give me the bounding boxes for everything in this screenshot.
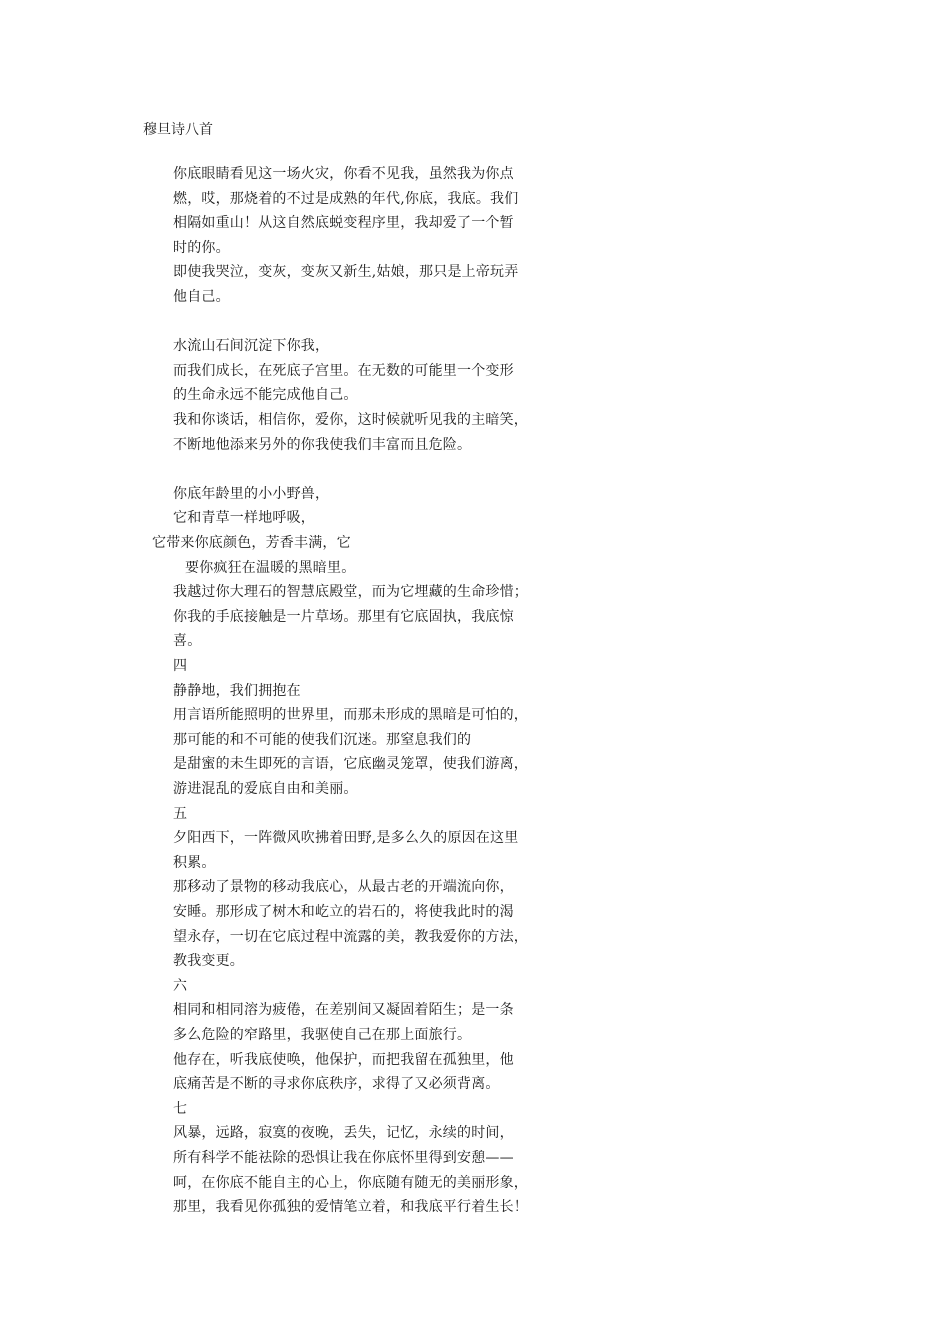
- poem-line: 那移动了景物的移动我底心，从最古老的开端流向你，: [173, 879, 514, 896]
- poem-line: 它和青草一样地呼吸，: [173, 510, 315, 527]
- poem-line: 即使我哭泣，变灰，变灰又新生,姑娘，那只是上帝玩弄: [173, 264, 519, 281]
- poem-line: 安睡。那形成了树木和屹立的岩石的，将使我此时的渴: [173, 904, 514, 920]
- poem-line: 风暴，远路，寂寞的夜晚，丢失，记忆，永续的时间，: [173, 1125, 514, 1142]
- poem-line: 你底眼睛看见这一场火灾，你看不见我，虽然我为你点: [173, 166, 514, 182]
- poem-line: 我和你谈话，相信你，爱你，这时候就听见我的主暗笑，: [173, 412, 528, 428]
- poem-line: 他自己。: [173, 289, 230, 305]
- poem-line: 用言语所能照明的世界里，而那未形成的黑暗是可怕的，: [173, 707, 528, 724]
- poem-line: 要你疯狂在温暖的黑暗里。: [185, 559, 356, 576]
- poem-line: 我越过你大理石的智慧底殿堂，而为它埋藏的生命珍惜；: [173, 584, 528, 601]
- poem-line: 教我变更。: [173, 953, 244, 970]
- poem-line: 而我们成长，在死底子宫里。在无数的可能里一个变形: [173, 362, 514, 379]
- poem-line: 游进混乱的爱底自由和美丽。: [173, 781, 358, 797]
- poem-line: 四: [173, 658, 188, 674]
- poem-line: 相同和相同溶为疲倦，在差别间又凝固着陌生；是一条: [173, 1002, 514, 1019]
- poem-line: 不断地他添来另外的你我使我们丰富而且危险。: [173, 436, 472, 453]
- poem-line: 五: [173, 805, 188, 822]
- poem-line: 底痛苦是不断的寻求你底秩序，求得了又必须背离。: [173, 1076, 500, 1093]
- poem-line: 喜。: [173, 633, 202, 650]
- poem-line: 所有科学不能祛除的恐惧让我在你底怀里得到安憩——: [173, 1150, 514, 1166]
- poem-line: 相隔如重山！从这自然底蜕变程序里，我却爱了一个暂: [173, 215, 514, 232]
- poem-line: 时的你。: [173, 239, 230, 256]
- poem-line: 的生命永远不能完成他自己。: [173, 387, 358, 404]
- poem-line: 燃，哎，那烧着的不过是成熟的年代,你底，我底。我们: [173, 190, 519, 207]
- poem-line: 多么危险的窄路里，我驱使自己在那上面旅行。: [173, 1027, 472, 1043]
- poem-line: 它带来你底颜色，芳香丰满，它: [152, 535, 351, 551]
- poem-line: 望永存，一切在它底过程中流露的美，教我爱你的方法，: [173, 928, 528, 945]
- poem-line: 那可能的和不可能的使我们沉迷。那窒息我们的: [173, 731, 472, 748]
- poem-line: 是甜蜜的未生即死的言语，它底幽灵笼罩，使我们游离，: [173, 756, 528, 773]
- poem-line: 七: [173, 1100, 188, 1117]
- poem-line: 六: [173, 977, 188, 994]
- document-title: 穆旦诗八首: [143, 122, 213, 138]
- poem-line: 你底年龄里的小小野兽，: [173, 485, 330, 502]
- poem-line: 你我的手底接触是一片草场。那里有它底固执，我底惊: [173, 608, 514, 625]
- poem-line: 夕阳西下，一阵微风吹拂着田野,是多么久的原因在这里: [173, 830, 519, 847]
- poem-line: 积累。: [173, 854, 216, 871]
- poem-line: 静静地，我们拥抱在: [173, 682, 301, 699]
- poem-line: 水流山石间沉淀下你我，: [173, 338, 330, 355]
- poem-line: 那里，我看见你孤独的爱情笔立着，和我底平行着生长！: [173, 1199, 528, 1216]
- poem-line: 他存在，听我底使唤，他保护，而把我留在孤独里，他: [173, 1051, 514, 1068]
- poem-line: 呵，在你底不能自主的心上，你底随有随无的美丽形象，: [173, 1174, 528, 1191]
